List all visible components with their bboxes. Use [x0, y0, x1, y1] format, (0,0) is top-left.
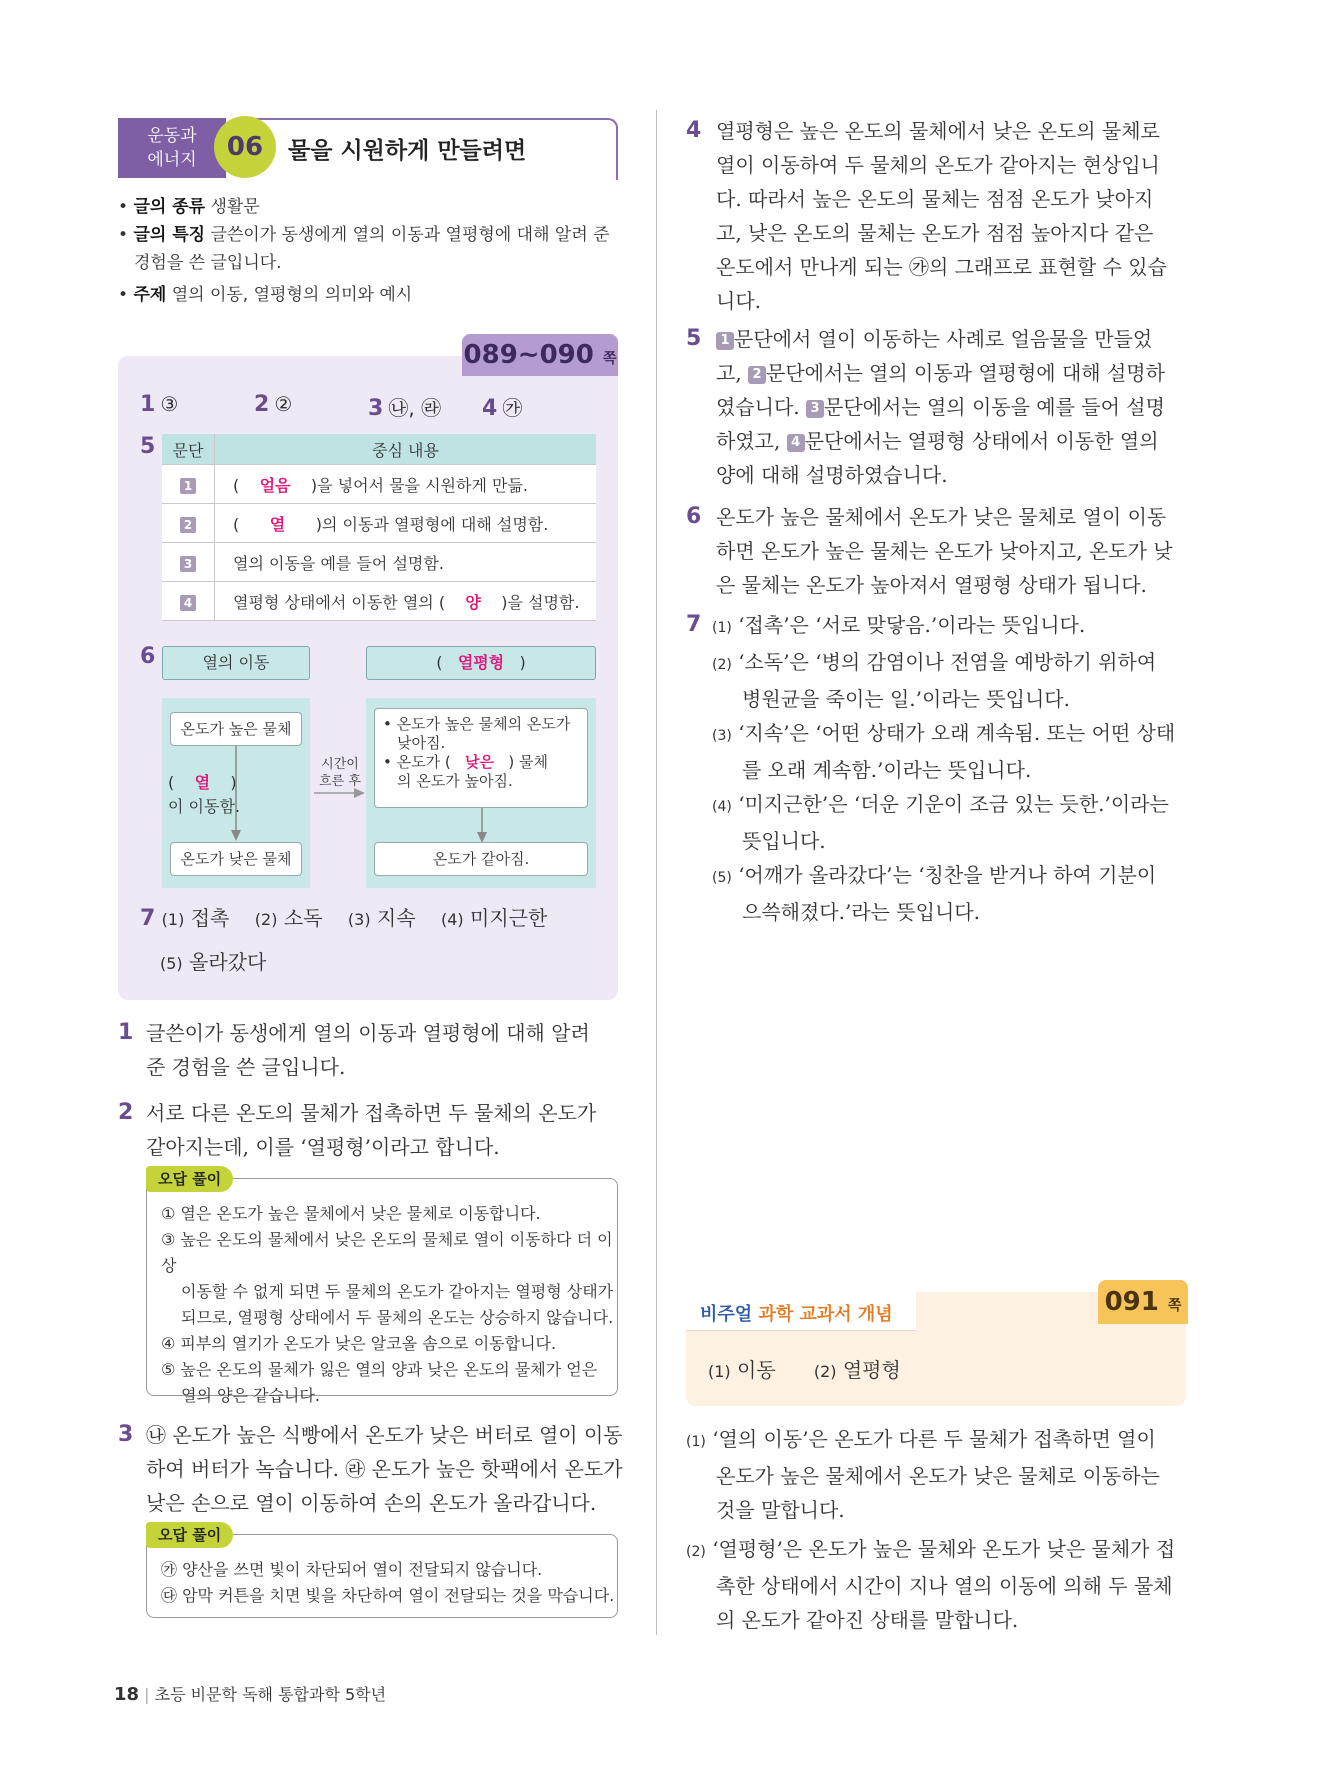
- answer-7: 7 (1) 접촉 (2) 소독 (3) 지속 (4) 미지근한: [140, 906, 548, 931]
- unit-tab-line2: 에너지: [147, 150, 197, 170]
- paragraph-number: 2: [748, 366, 766, 384]
- visual-explain-2: (2) ‘열평형’은 온도가 높은 물체와 온도가 낮은 물체가 접 촉한 상태에서 시간이 지나 열의 이동에 의해 두 물체 의 온도가 같아진 상태를 말합니다.: [686, 1537, 1176, 1632]
- info-feature-line2: 경험을 쓴 글입니다.: [134, 253, 282, 273]
- lesson-title: 물을 시원하게 만들려면: [288, 138, 527, 164]
- right-arrow-icon: [314, 786, 366, 800]
- answer-7-line2: (5) 올라갔다: [160, 950, 267, 974]
- paragraph-number: 4: [787, 434, 805, 452]
- same-temperature-box: 온도가 같아짐.: [374, 842, 588, 876]
- answer-1: 1 ③: [140, 392, 179, 417]
- unit-tab: [118, 118, 226, 178]
- table-header-content: 중심 내용: [215, 434, 597, 465]
- paragraph-number: 2: [180, 517, 196, 533]
- answer-3: 3 ㉯, ㉱: [368, 396, 442, 421]
- column-divider: [656, 110, 657, 1635]
- paragraph-number: 4: [180, 595, 196, 611]
- book-title: 초등 비문학 독해 통합과학 5학년: [154, 1685, 387, 1704]
- answer-fill: 열: [269, 514, 286, 534]
- wrong-answer-tag: 오답 풀이: [146, 1522, 233, 1548]
- answer-2: 2 ②: [254, 392, 293, 417]
- wrong-answer-box-2: ㉮ 양산을 쓰면 빛이 차단되어 열이 전달되지 않습니다. ㉰ 암막 커튼을 치면 빛을 차단하여 열이 전달되는 것을 막습니다.: [146, 1534, 618, 1618]
- down-arrow-icon: [474, 808, 490, 844]
- explain-3-num: 3: [118, 1422, 134, 1447]
- heat-moves-label: ( 열 ): [168, 773, 237, 792]
- explain-1-num: 1: [118, 1020, 134, 1045]
- visual-explain-1: (1) ‘열의 이동’은 온도가 다른 두 물체가 접촉하면 열이 온도가 높은 물체에서 온도가 낮은 물체로 이동하는 것을 말합니다.: [686, 1427, 1160, 1522]
- explain-6-text: 온도가 높은 물체에서 온도가 낮은 물체로 열이 이동 하면 온도가 높은 물체는 온도가 낮아지고, 온도가 낮 은 물체는 온도가 높아져서 열평형 상태가 됩니다.: [716, 505, 1173, 597]
- heat-moves-line2: 이 이동함.: [168, 797, 240, 816]
- explain-7-num: 7: [686, 612, 702, 637]
- paragraph-number: 3: [806, 400, 824, 418]
- explain-4-text: 열평형은 높은 온도의 물체에서 낮은 온도의 물체로 열이 이동하여 두 물체의 온도가 같아지는 현상입니 다. 따라서 높은 온도의 물체는 점점 온도가 낮아지 고, 낮은 온도의 물체는 온도가 점점 높아지다 같은 온도에서 만나게 되는 ㉮의 그래프로 표현할 수 있습 니다.: [716, 119, 1167, 313]
- equilibrium-head: ( 열평형 ): [366, 646, 596, 680]
- answer-fill: 얼음: [259, 475, 291, 495]
- table-row: 4 열평형 상태에서 이동한 열의 ( 양 )을 설명함.: [162, 582, 596, 621]
- explain-4-num: 4: [686, 118, 702, 143]
- unit-tab-line1: 운동과: [147, 126, 197, 146]
- explain-5-num: 5: [686, 326, 702, 351]
- equilibrium-result-box: [374, 708, 588, 808]
- answer-6-num: 6: [140, 644, 156, 669]
- table-row: 2 ( 열 )의 이동과 열평형에 대해 설명함.: [162, 504, 596, 543]
- answer-4: 4 ㉮: [482, 396, 523, 421]
- wrong-answer-box-1: ① 열은 온도가 높은 물체에서 낮은 물체로 이동합니다. ③ 높은 온도의 물체에서 낮은 온도의 물체로 열이 이동하다 더 이상 이동할 수 없게 되면 두 물체의 온도가 같아지는 열평형 상태가 되므로, 열평형 상태에서 두 물체의 온도는 상승하지 않습니다. ④ 피부의 열기가 온도가 낮은 알코올 솜으로 이동합니다. ⑤ 높은 온도의 물체가 잃은 열의 양과 낮은 온도의 물체가 얻은 열의 양은 같습니다.: [146, 1178, 618, 1396]
- page-range-tag: 089~090 쪽: [462, 334, 618, 376]
- explain-3-text: ㉯ 온도가 높은 식빵에서 온도가 낮은 버터로 열이 이동 하여 버터가 녹습니다. ㉱ 온도가 높은 핫팩에서 온도가 낮은 손으로 열이 이동하여 손의 온도가 올라갑니다.: [146, 1423, 623, 1515]
- info-genre: • 글의 종류 생활문: [118, 197, 260, 217]
- visual-page-tag: 091 쪽: [1098, 1280, 1188, 1324]
- table-row: 1 ( 얼음 )을 넣어서 물을 시원하게 만듦.: [162, 465, 596, 504]
- answer-fill: 양: [465, 592, 481, 612]
- table-row: 3 열의 이동을 예를 들어 설명함.: [162, 543, 596, 582]
- info-key: 글의 특징: [133, 225, 206, 245]
- paragraph-number: 1: [180, 478, 196, 494]
- explain-6-num: 6: [686, 504, 702, 529]
- hot-object-box: 온도가 높은 물체: [170, 712, 302, 746]
- paragraph-number: 1: [716, 332, 734, 350]
- cold-object-box: 온도가 낮은 물체: [170, 842, 302, 876]
- paragraph-number: 3: [180, 556, 196, 572]
- explain-1-text: 글쓴이가 동생에게 열의 이동과 열평형에 대해 알려 준 경험을 쓴 글입니다.: [146, 1021, 590, 1079]
- explain-7-text: (1) ‘접촉’은 ‘서로 맞닿음.’이라는 뜻입니다. (2) ‘소독’은 ‘병의 감염이나 전염을 예방하기 위하여 병원균을 죽이는 일.’이라는 뜻입니다. (3) ‘지속’은 ‘어떤 상태가 오래 계속됨. 또는 어떤 상태 를 오래 계속함.’이라는 뜻입니다. (4) ‘미지근한’은 ‘더운 기운이 조금 있는 듯한.’이라는 뜻입니다. (5) ‘어깨가 올라갔다’는 ‘칭찬을 받거나 하여 기분이 으쓱해졌다.’라는 뜻입니다.: [712, 613, 1176, 924]
- lesson-number: 06: [214, 116, 276, 178]
- info-theme: • 주제 열의 이동, 열평형의 의미와 예시: [118, 285, 413, 305]
- table-header-para: 문단: [162, 434, 215, 465]
- page-number: 18: [114, 1684, 140, 1705]
- result-bullet-1: • 온도가 높은 물체의 온도가: [383, 715, 571, 733]
- visual-concept-title: 비주얼 과학 교과서 개념: [700, 1304, 893, 1325]
- time-passes-label: 시간이 흐른 후: [319, 757, 361, 789]
- result-bullet-1-line2: 낮아짐.: [397, 734, 446, 752]
- down-arrow-icon: [228, 746, 244, 842]
- info-key: 주제: [133, 285, 167, 305]
- explain-5-text: 1 문단에서 열이 이동하는 사례로 얼음물을 만들었 고, 2 문단에서는 열의 이동과 열평형에 대해 설명하 였습니다. 3 문단에서는 열의 이동을 예를 들어 설명 하였고, 4 문단에서는 열평형 상태에서 이동한 열의 양에 대해 설명하였습니다.: [716, 327, 1165, 487]
- explain-2-num: 2: [118, 1100, 134, 1125]
- paragraph-table: [162, 434, 596, 621]
- info-feature: • 글의 특징 글쓴이가 동생에게 열의 이동과 열평형에 대해 알려 준: [118, 225, 610, 245]
- answer-5-num: 5: [140, 434, 156, 459]
- visual-answers: (1) 이동 (2) 열평형: [708, 1358, 901, 1382]
- result-bullet-2-line2: 의 온도가 높아짐.: [397, 772, 513, 790]
- result-bullet-2: • 온도가 ( 낮은 ) 물체: [383, 753, 548, 771]
- wrong-answer-tag: 오답 풀이: [146, 1166, 233, 1192]
- explain-2-text: 서로 다른 온도의 물체가 접촉하면 두 물체의 온도가 같아지는데, 이를 ‘열평형’이라고 합니다.: [146, 1101, 597, 1159]
- heat-transfer-head: 열의 이동: [162, 646, 310, 680]
- table-header-row: [162, 434, 596, 465]
- page-footer: 18 | 초등 비문학 독해 통합과학 5학년: [114, 1684, 387, 1705]
- info-key: 글의 종류: [133, 197, 206, 217]
